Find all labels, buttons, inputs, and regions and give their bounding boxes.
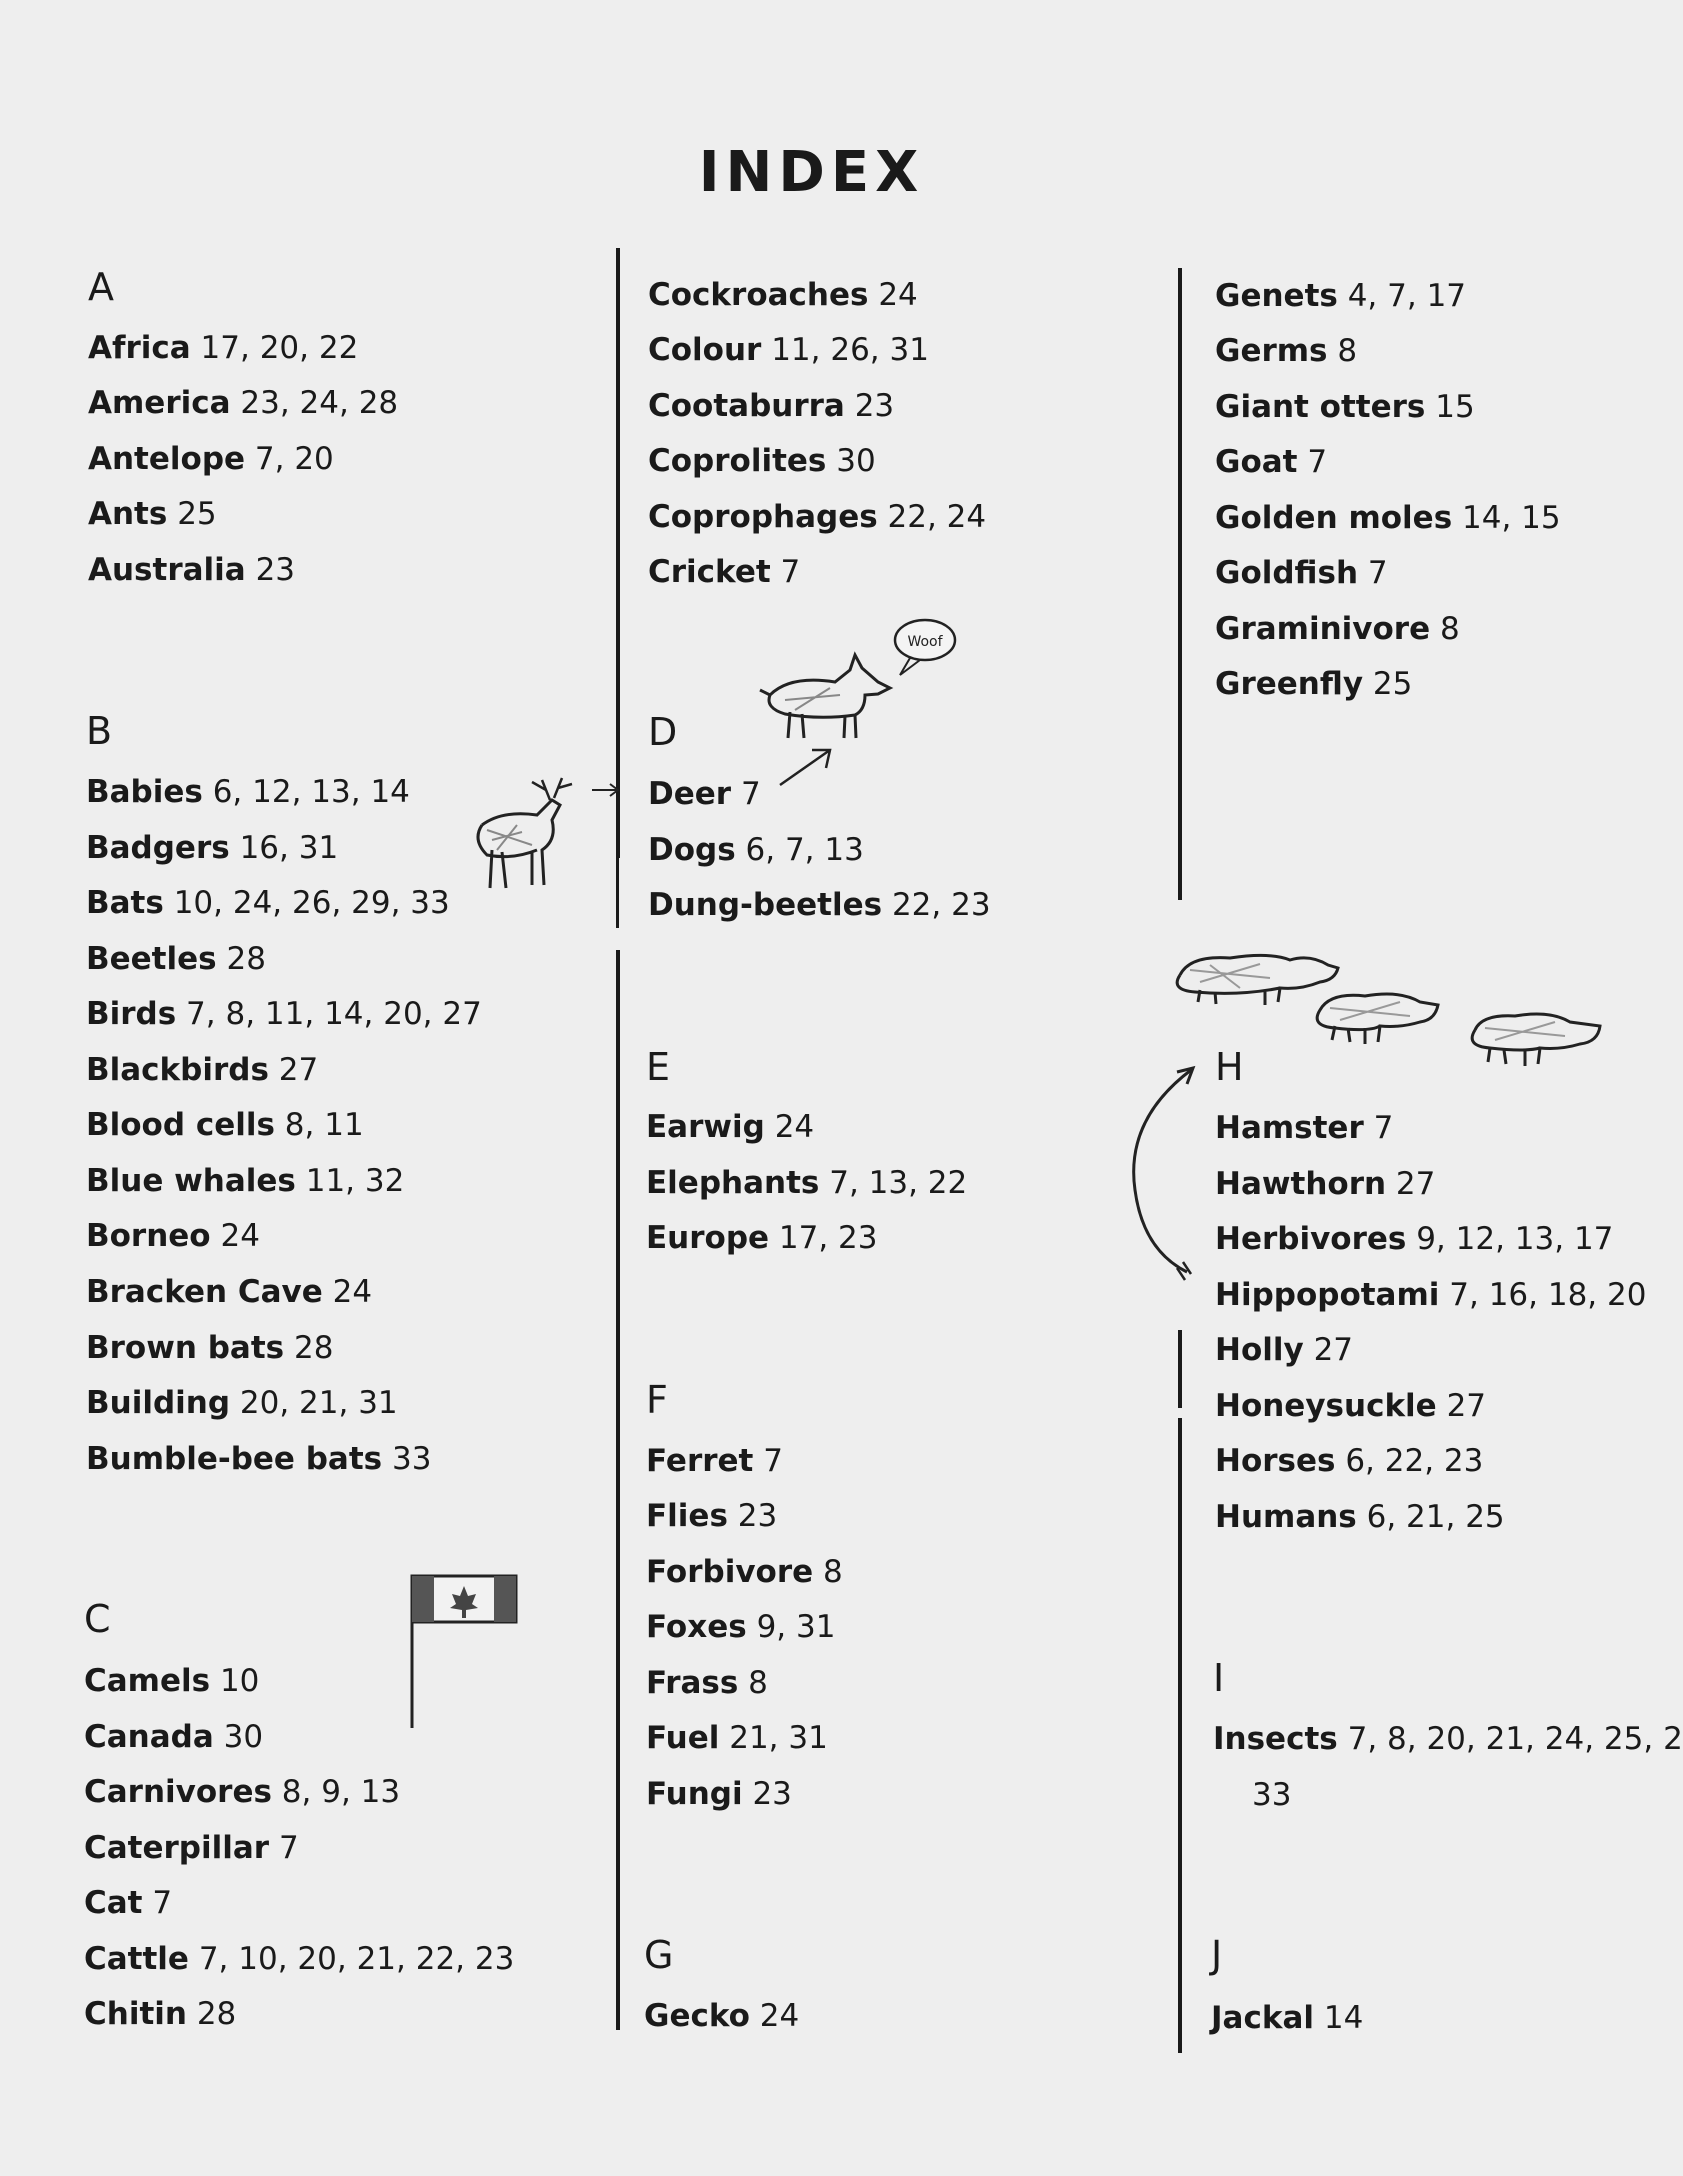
index-entry: Australia 23 (88, 552, 296, 588)
index-entry: Europe 17, 23 (646, 1220, 878, 1256)
index-entry: Blood cells 8, 11 (86, 1107, 364, 1143)
index-entry-continuation: 33 (1252, 1777, 1292, 1813)
index-entry: Forbivore 8 (646, 1554, 843, 1590)
index-entry: Jackal 14 (1211, 2000, 1364, 2036)
index-entry: Borneo 24 (86, 1218, 260, 1254)
section-letter-g: G (644, 1933, 674, 1977)
index-entry: Goldfish 7 (1215, 555, 1388, 591)
section-letter-i: I (1213, 1656, 1225, 1700)
index-entry: Building 20, 21, 31 (86, 1385, 398, 1421)
index-entry: Bats 10, 24, 26, 29, 33 (86, 885, 450, 921)
index-entry: Camels 10 (84, 1663, 260, 1699)
index-entry: Chitin 28 (84, 1996, 237, 2032)
column-divider (616, 950, 620, 2030)
index-entry: Ants 25 (88, 496, 217, 532)
index-entry: Hippopotami 7, 16, 18, 20 (1215, 1277, 1647, 1313)
index-entry: Coprophages 22, 24 (648, 499, 987, 535)
index-entry: Deer 7 (648, 776, 761, 812)
index-entry: Dung-beetles 22, 23 (648, 887, 991, 923)
index-entry: Brown bats 28 (86, 1330, 334, 1366)
section-letter-j: J (1211, 1933, 1223, 1977)
index-entry: Beetles 28 (86, 941, 266, 977)
index-entry: Cat 7 (84, 1885, 173, 1921)
column-divider (1178, 1330, 1182, 1408)
column-divider (616, 248, 620, 858)
index-entry: Foxes 9, 31 (646, 1609, 836, 1645)
index-entry: Horses 6, 22, 23 (1215, 1443, 1484, 1479)
section-letter-h: H (1215, 1045, 1244, 1089)
index-entry: Africa 17, 20, 22 (88, 330, 359, 366)
index-entry: Colour 11, 26, 31 (648, 332, 929, 368)
index-entry: Blackbirds 27 (86, 1052, 319, 1088)
hippos-doodle (1170, 930, 1623, 1100)
index-entry: Caterpillar 7 (84, 1830, 299, 1866)
section-letter-e: E (646, 1045, 671, 1089)
index-entry: Coprolites 30 (648, 443, 876, 479)
index-entry: Hamster 7 (1215, 1110, 1394, 1146)
index-entry: Flies 23 (646, 1498, 778, 1534)
index-entry: Cattle 7, 10, 20, 21, 22, 23 (84, 1941, 515, 1977)
index-entry: Golden moles 14, 15 (1215, 500, 1561, 536)
section-letter-d: D (648, 710, 678, 754)
index-entry: Insects 7, 8, 20, 21, 24, 25, 2 (1213, 1721, 1683, 1757)
index-entry: Dogs 6, 7, 13 (648, 832, 864, 868)
index-entry: Badgers 16, 31 (86, 830, 339, 866)
index-entry: Antelope 7, 20 (88, 441, 334, 477)
column-divider (1178, 268, 1182, 900)
index-entry: Herbivores 9, 12, 13, 17 (1215, 1221, 1614, 1257)
index-entry: Cricket 7 (648, 554, 801, 590)
index-entry: Goat 7 (1215, 444, 1328, 480)
index-entry: Cockroaches 24 (648, 277, 918, 313)
index-entry: Babies 6, 12, 13, 14 (86, 774, 410, 810)
index-entry: Genets 4, 7, 17 (1215, 278, 1467, 314)
section-letter-a: A (88, 265, 114, 309)
index-entry: Honeysuckle 27 (1215, 1388, 1487, 1424)
index-entry: Elephants 7, 13, 22 (646, 1165, 968, 1201)
index-entry: Frass 8 (646, 1665, 768, 1701)
page-title: INDEX (698, 140, 925, 205)
section-letter-c: C (84, 1597, 111, 1641)
column-divider (1178, 1418, 1182, 2053)
deer-doodle (462, 770, 622, 900)
index-entry: Gecko 24 (644, 1998, 800, 2034)
curved-arrow-doodle (1125, 1060, 1205, 1290)
index-entry: Ferret 7 (646, 1443, 783, 1479)
index-entry: Cootaburra 23 (648, 388, 895, 424)
canada-flag-doodle (408, 1570, 518, 1730)
index-entry: Birds 7, 8, 11, 14, 20, 27 (86, 996, 482, 1032)
index-entry: Greenfly 25 (1215, 666, 1413, 702)
section-letter-b: B (86, 709, 113, 753)
index-entry: Humans 6, 21, 25 (1215, 1499, 1505, 1535)
index-entry: Germs 8 (1215, 333, 1358, 369)
dog-speech-text: Woof (907, 634, 943, 650)
section-letter-f: F (646, 1378, 668, 1422)
index-entry: Fungi 23 (646, 1776, 792, 1812)
index-entry: Blue whales 11, 32 (86, 1163, 405, 1199)
index-entry: Holly 27 (1215, 1332, 1354, 1368)
index-entry: Canada 30 (84, 1719, 264, 1755)
index-entry: America 23, 24, 28 (88, 385, 399, 421)
index-entry: Graminivore 8 (1215, 611, 1460, 647)
index-entry: Giant otters 15 (1215, 389, 1475, 425)
index-entry: Carnivores 8, 9, 13 (84, 1774, 401, 1810)
index-entry: Earwig 24 (646, 1109, 815, 1145)
index-entry: Bumble-bee bats 33 (86, 1441, 432, 1477)
index-entry: Fuel 21, 31 (646, 1720, 828, 1756)
dog-doodle (760, 610, 960, 790)
index-entry: Hawthorn 27 (1215, 1166, 1436, 1202)
index-entry: Bracken Cave 24 (86, 1274, 373, 1310)
